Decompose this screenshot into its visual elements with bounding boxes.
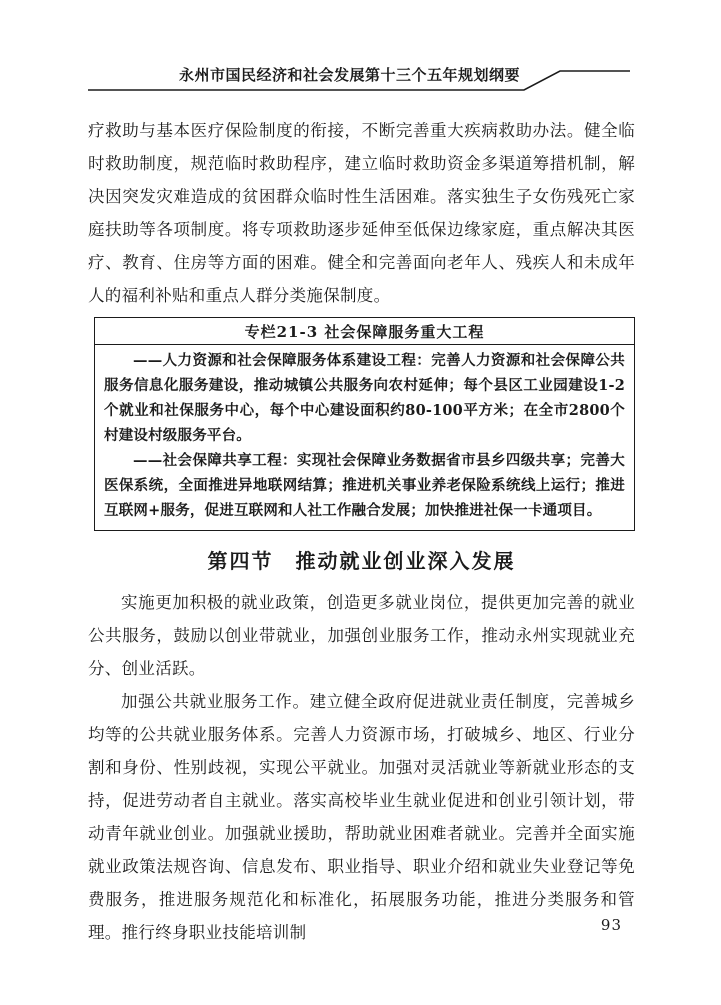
callout-item-project-1: ——人力资源和社会保障服务体系建设工程：完善人力资源和社会保障公共服务信息化服务建设，推动城镇公共服务向农村延伸；每个县区工业园建设1-2个就业和社保服务中心，每个中心建设面积约80-100平方米；在全市2800个村建设村级服务平台。 xyxy=(104,352,625,444)
header-rule-decoration xyxy=(88,63,661,93)
callout-item-project-2: ——社会保障共享工程：实现社会保障业务数据省市县乡四级共享；完善大医保系统，全面推进异地联网结算；推进机关事业养老保险系统线上运行；推进互联网+服务，促进互联网和人社工作融合发展；加快推进社保一卡通项目。 xyxy=(104,452,625,519)
section-heading: 第四节 推动就业创业深入发展 xyxy=(207,549,516,573)
body-paragraph-3: 加强公共就业服务工作。建立健全政府促进就业责任制度，完善城乡均等的公共就业服务体系。完善人力资源市场，打破城乡、地区、行业分割和身份、性别歧视，实现公平就业。加强对灵活就业等新就业形态的支持，促进劳动者自主就业。落实高校毕业生就业促进和创业引领计划，带动青年就业创业。加强就业援助，帮助就业困难者就业。完善并全面实施就业政策法规咨询、信息发布、职业指导、职业介绍和就业失业登记等免费服务，推进服务规范化和标准化，拓展服务功能，推进分类服务和管理。推行终身职业技能培训制 xyxy=(88,692,635,942)
callout-box-21-3 xyxy=(94,317,635,531)
body-paragraph-2: 实施更加积极的就业政策，创造更多就业岗位，提供更加完善的就业公共服务，鼓励以创业带就业，加强创业服务工作，推动永州实现就业充分、创业活跃。 xyxy=(88,593,635,678)
running-head-title: 永州市国民经济和社会发展第十三个五年规划纲要 xyxy=(178,66,520,84)
callout-box-title: 专栏21-3 社会保障服务重大工程 xyxy=(95,318,634,345)
callout-box-body xyxy=(95,345,634,530)
page-number: 93 xyxy=(600,916,622,934)
page-body xyxy=(88,114,635,949)
body-paragraph-1: 疗救助与基本医疗保险制度的衔接，不断完善重大疾病救助办法。健全临时救助制度，规范临时救助程序，建立临时救助资金多渠道筹措机制，解决因突发灾难造成的贫困群众临时性生活困难。落实独生子女伤残死亡家庭扶助等各项制度。将专项救助逐步延伸至低保边缘家庭，重点解决其医疗、教育、住房等方面的困难。健全和完善面向老年人、残疾人和未成年人的福利补贴和重点人群分类施保制度。 xyxy=(88,121,635,305)
